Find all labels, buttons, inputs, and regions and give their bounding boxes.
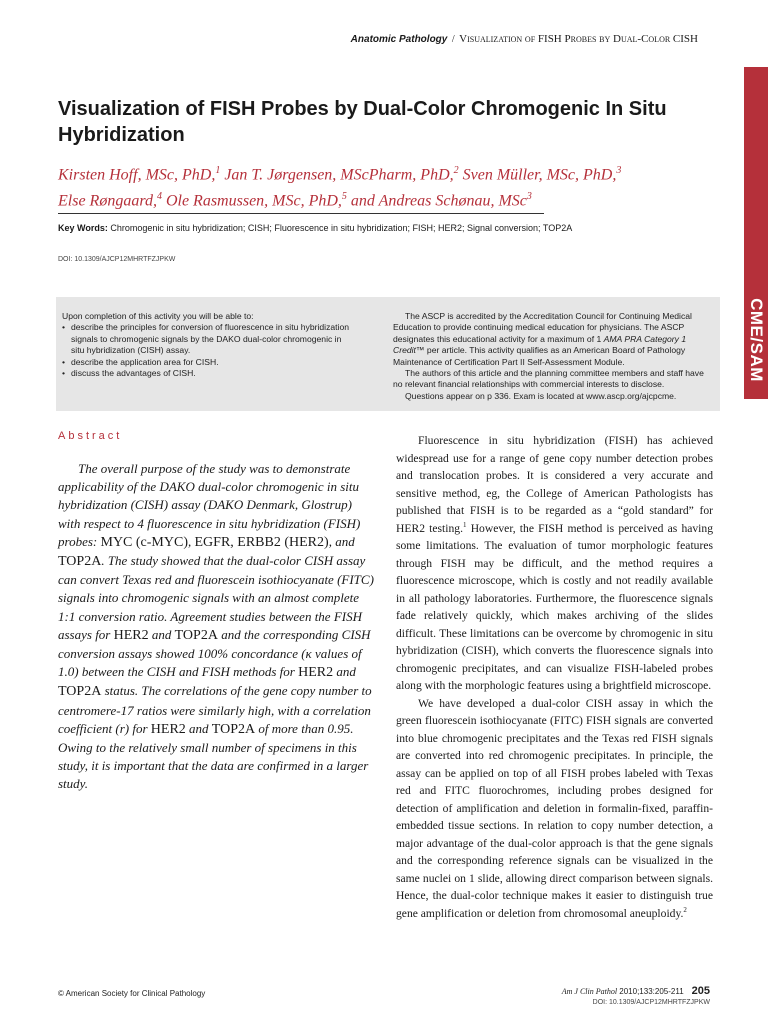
- author-name: Ole Rasmussen, MSc, PhD,: [161, 192, 342, 210]
- section-name: Anatomic Pathology: [350, 34, 448, 45]
- reference-mark: 2: [683, 905, 687, 914]
- gene-name: EGFR, ERBB2 (HER2): [194, 534, 329, 550]
- gene-name: HER2: [113, 627, 149, 643]
- abstract-segment: of more than 0.95. Owing to the relatively small number of specimens in this study, it is important that the data are confirmed in a larger study.: [58, 720, 369, 792]
- gene-name: HER2: [298, 665, 334, 681]
- disclosure-para: The authors of this article and the planning committee members and staff have no relevant financial relationships with commercial interests to disclose.: [393, 368, 704, 390]
- author-name: Else Røngaard,: [58, 192, 157, 210]
- author-list: [58, 160, 698, 213]
- page-footer: [562, 986, 710, 1008]
- abstract-heading: Abstract: [58, 430, 123, 442]
- author-name: and Andreas Schønau, MSc: [346, 192, 527, 210]
- copyright-notice: © American Society for Clinical Pathology: [58, 989, 206, 998]
- page-number: 205: [691, 985, 710, 997]
- affiliation-mark: 2: [453, 165, 459, 176]
- gene-name: TOP2A: [174, 627, 218, 643]
- accreditation-text: The ASCP designates this educational activity for a maximum of 1: [393, 322, 685, 344]
- author-name: Kirsten Hoff, MSc, PhD,: [58, 166, 216, 184]
- running-title: Visualization of FISH Probes by Dual-Color CISH: [459, 33, 698, 45]
- gene-name: HER2: [150, 721, 186, 737]
- ama-credit: AMA PRA Category 1 Credit™: [393, 333, 687, 356]
- affiliation-mark: 4: [156, 191, 162, 203]
- author-name: Jan T. Jørgensen, MScPharm, PhD,: [220, 166, 454, 184]
- accreditation-text: The ASCP is accredited by the Accreditation Council for Continuing Medical Education to provide continuing medical education for physicians.: [393, 311, 692, 333]
- accreditation-para: [393, 311, 713, 368]
- title-divider: [58, 213, 544, 214]
- abstract-text: [58, 460, 376, 794]
- accreditation-text: per article. This activity qualifies as an American Board of Pathology Maintenance of Certification Part II Self-Assessment Module.: [393, 345, 686, 367]
- accreditation-statement: [393, 311, 713, 402]
- running-head-separator: /: [451, 34, 455, 45]
- objectives-intro: Upon completion of this activity you will be able to:: [62, 311, 254, 321]
- footer-doi: DOI: 10.1309/AJCP12MHRTFZJPKW: [592, 999, 710, 1006]
- abstract-segment: , and: [328, 533, 355, 549]
- gene-name: MYC (c-MYC): [100, 534, 188, 550]
- body-paragraph-2: [396, 695, 713, 923]
- abstract-segment: and: [148, 626, 175, 642]
- objective-item: • describe the principles for conversion of fluorescence in situ hybridization signals to chromogenic signals by the DAKO dual-color chromogenic in situ hybridization (CISH) assay.: [62, 322, 352, 356]
- article-title: Visualization of FISH Probes by Dual-Color Chromogenic In Situ Hybridization: [58, 98, 667, 146]
- gene-name: TOP2A: [58, 554, 102, 570]
- keywords-text: Chromogenic in situ hybridization; CISH; Fluorescence in situ hybridization; FISH; HER2; Signal conversion; TOP2A: [110, 223, 573, 233]
- abstract-segment: The overall purpose of the study was to demonstrate applicability of the DAKO dual-color chromogenic in situ hybridization (CISH) assay (DAKO Denmark, Glostrup) with respect to 4 fluorescence in situ hybridization (FISH) probes:: [58, 461, 361, 549]
- keywords-label: Key Words:: [58, 223, 108, 233]
- keywords: [58, 222, 718, 234]
- abstract-segment: status. The correlations of the gene copy number to centromere-17 ratios were similarly high, with a correlation coefficient (r) for: [58, 683, 372, 736]
- body-text: Fluorescence in situ hybridization (FISH) has achieved widespread use for a range of gene copy number detection probes and translocation probes. It is considered a very accurate and sensitive method, eg, the College of American Pathologists has published that FISH is to be regarded as a “gold standard” for HER2 testing.: [396, 434, 713, 535]
- abstract-segment: . The study showed that the dual-color CISH assay can convert Texas red and fluorescein isothiocyanate (FITC) signals into chromogenic signals with an almost complete 1:1 conversion ratio. Agreement studies between the FISH assays for: [58, 553, 374, 642]
- objective-item: • discuss the advantages of CISH.: [62, 368, 352, 379]
- cme-sam-label: CME/SAM: [747, 298, 766, 382]
- affiliation-mark: 1: [215, 165, 221, 176]
- body-text: We have developed a dual-color CISH assay in which the green fluorescein isothiocyanate (FITC) FISH signals are converted into blue chromogenic precipitates and the Texas red FISH signals are converted into red chromogenic precipitates. In principle, the assay can be applied on top of all FISH probes labeled with Texas red and FITC fluorochromes, including probes designed for detection of amplification and deletion in formalin-fixed, paraffin-embedded tissue sections. In relation to copy number detection, a major advantage of the dual-color approach is that the gene signals and the corresponding reference signals can be visualized in the same nuclei on 1 slide, allowing direct comparison between signals. Hence, the dual-color technique makes it easier to distinguish true gene amplification or deletion from chromosomal aneuploidy.: [396, 696, 713, 920]
- objective-item: • describe the application area for CISH.: [62, 357, 352, 368]
- exam-link-para: Questions appear on p 336. Exam is located at www.ascp.org/ajcpcme.: [405, 390, 677, 401]
- affiliation-mark: 5: [341, 191, 347, 203]
- abstract-segment: and: [333, 664, 356, 680]
- body-paragraph-1: [396, 432, 713, 695]
- gene-name: TOP2A: [58, 684, 102, 700]
- running-head: [351, 33, 698, 45]
- cme-sam-label-wrap: [744, 280, 768, 400]
- article-doi: DOI: 10.1309/AJCP12MHRTFZJPKW: [58, 256, 176, 263]
- learning-objectives: [62, 311, 352, 379]
- abstract-segment: and: [185, 720, 212, 736]
- objectives-list: [62, 322, 352, 379]
- body-column: [396, 432, 713, 922]
- abstract-segment: ,: [188, 533, 195, 549]
- author-name: Sven Müller, MSc, PhD,: [458, 166, 617, 184]
- journal-name: Am J Clin Pathol: [561, 987, 618, 996]
- abstract-segment: and the corresponding CISH conversion assays showed 100% concordance (κ values of 1.0) between the CISH and FISH methods for: [58, 626, 371, 680]
- gene-name: TOP2A: [211, 721, 256, 737]
- reference-mark: 1: [463, 520, 467, 529]
- body-text: However, the FISH method is perceived as having some limitations. The evaluation of tumor morphologic features through FISH may be difficult, and the method requires a fluorescence microscope, which is costly and not readily available in all pathology laboratories. Furthermore, the fluorescence signals fade relatively quickly, which makes archiving of the slides difficult. These limitations can be overcome by chromogenic in situ hybridization (CISH), which converts the fluorescence signals into chromogenic precipitates, and can visualize FISH-labeled probes along with the morphologic features using a brightfield microscope.: [396, 521, 714, 692]
- citation: 2010;133:205-211: [617, 987, 684, 996]
- affiliation-mark: 3: [526, 191, 532, 203]
- affiliation-mark: 3: [616, 165, 622, 176]
